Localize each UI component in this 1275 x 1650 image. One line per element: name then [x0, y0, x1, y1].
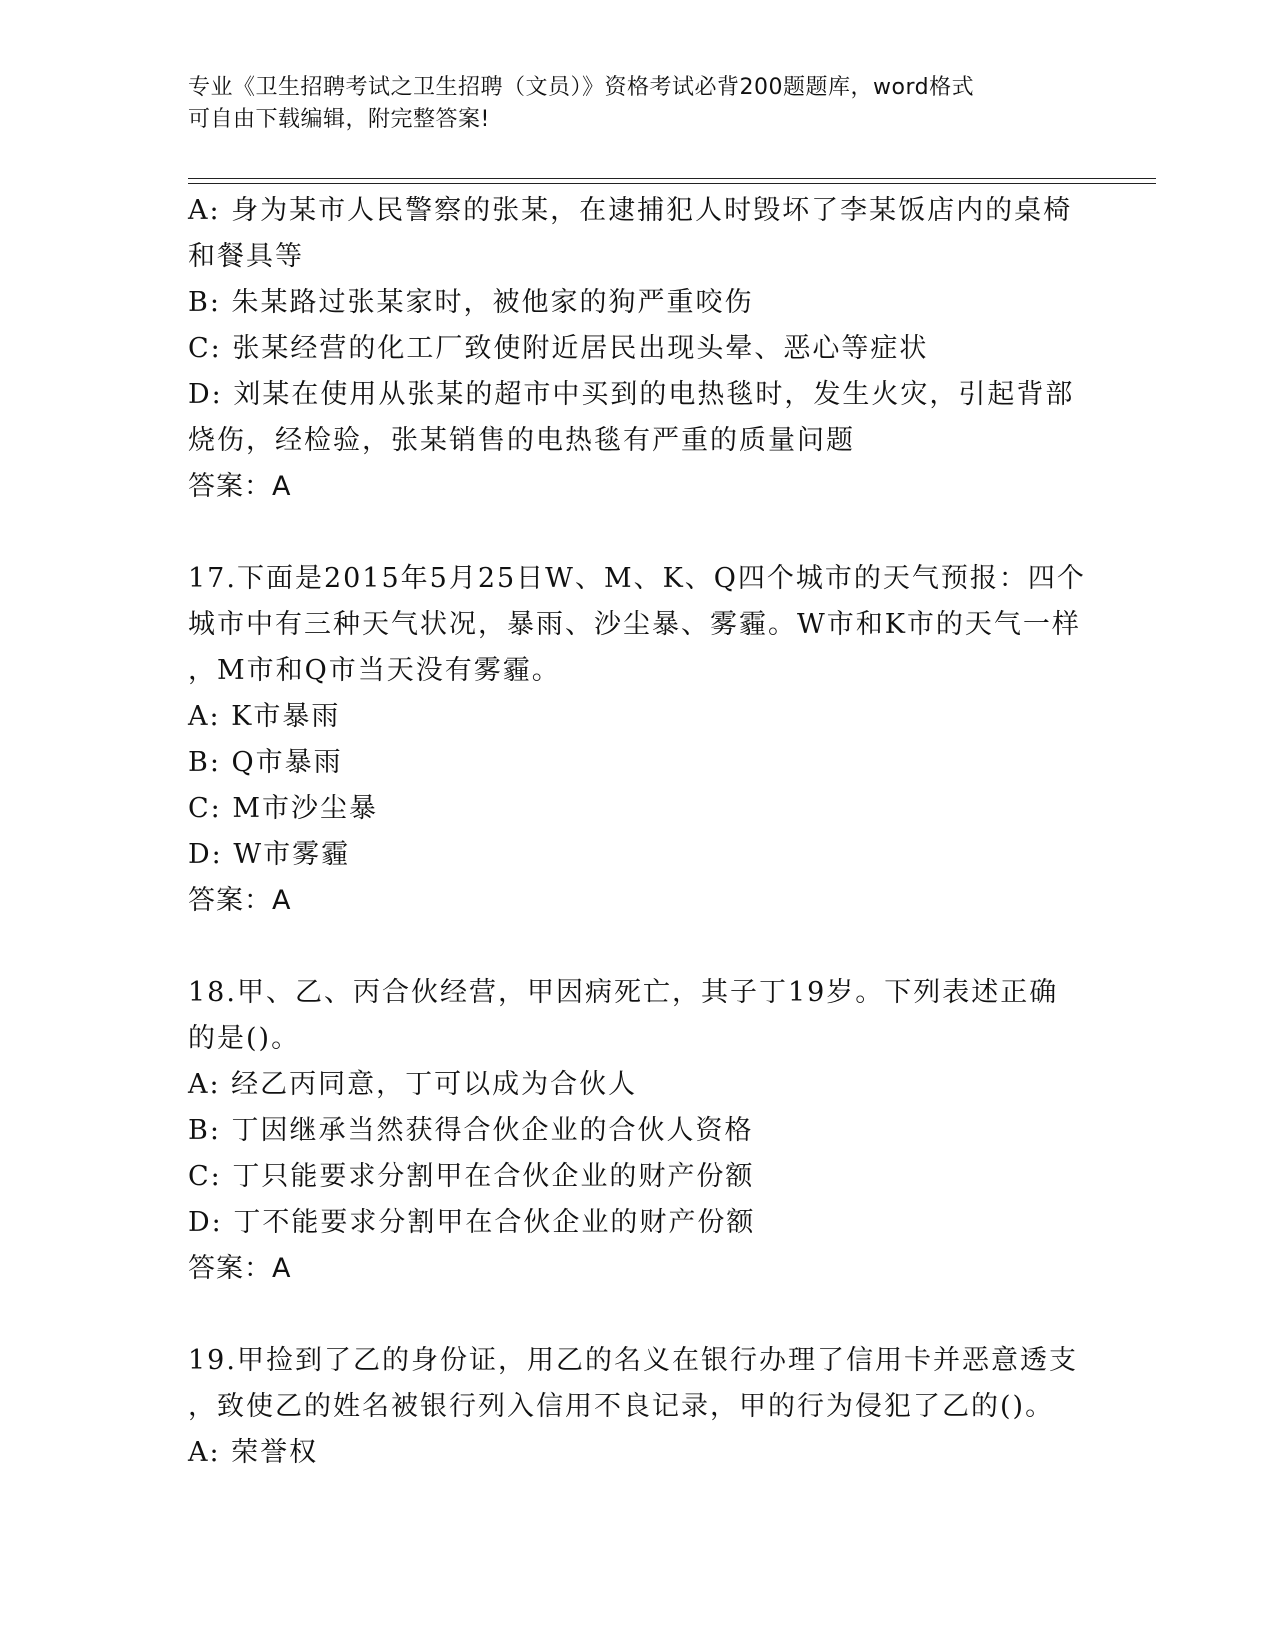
- option-a-line-1: A: 身为某市人民警察的张某，在逮捕犯人时毁坏了李某饭店内的桌椅: [188, 195, 1073, 226]
- question-stem-line-1: 19.甲捡到了乙的身份证，用乙的名义在银行办理了信用卡并恶意透支: [188, 1345, 1078, 1376]
- question-list: [188, 188, 1088, 1476]
- header-title-line-1: 专业《卫生招聘考试之卫生招聘（文员）》资格考试必背200题题库，word格式: [188, 75, 975, 100]
- option-d: D: 丁不能要求分割甲在合伙企业的财产份额: [188, 1207, 756, 1238]
- option-a: A: 经乙丙同意，丁可以成为合伙人: [188, 1069, 638, 1100]
- question-stem-line-2: 的是()。: [188, 1023, 301, 1054]
- question-19: [188, 1338, 1088, 1476]
- question-stem-line-3: ，M市和Q市当天没有雾霾。: [188, 655, 561, 686]
- question-stem-line-1: 18.甲、乙、丙合伙经营，甲因病死亡，其子丁19岁。下列表述正确: [188, 977, 1059, 1008]
- question-stem-line-1: 17.下面是2015年5月25日W、M、K、Q四个城市的天气预报：四个: [188, 563, 1086, 594]
- option-d: D: W市雾霾: [188, 839, 351, 870]
- question-stem-line-2: 城市中有三种天气状况，暴雨、沙尘暴、雾霾。W市和K市的天气一样: [188, 609, 1081, 640]
- header-divider-bottom: [188, 183, 1156, 184]
- option-c: C: M市沙尘暴: [188, 793, 378, 824]
- spacer: [188, 924, 1088, 970]
- option-b: B: Q市暴雨: [188, 747, 343, 778]
- option-b: B: 朱某路过张某家时，被他家的狗严重咬伤: [188, 287, 754, 318]
- option-a: A: K市暴雨: [188, 701, 341, 732]
- option-d-line-2: 烧伤，经检验，张某销售的电热毯有严重的质量问题: [188, 425, 855, 456]
- answer: 答案：A: [188, 1253, 292, 1284]
- question-stem-line-2: ，致使乙的姓名被银行列入信用不良记录，甲的行为侵犯了乙的()。: [188, 1391, 1055, 1422]
- answer: 答案：A: [188, 885, 292, 916]
- option-a: A: 荣誉权: [188, 1437, 319, 1468]
- option-b: B: 丁因继承当然获得合伙企业的合伙人资格: [188, 1115, 754, 1146]
- option-c: C: 丁只能要求分割甲在合伙企业的财产份额: [188, 1161, 755, 1192]
- spacer: [188, 510, 1088, 556]
- question-17: [188, 556, 1088, 924]
- spacer: [188, 1292, 1088, 1338]
- option-d-line-1: D: 刘某在使用从张某的超市中买到的电热毯时，发生火灾，引起背部: [188, 379, 1075, 410]
- document-header: [188, 72, 1088, 136]
- question-18: [188, 970, 1088, 1292]
- option-c: C: 张某经营的化工厂致使附近居民出现头晕、恶心等症状: [188, 333, 929, 364]
- question-16: [188, 188, 1088, 510]
- header-title-line-2: 可自由下载编辑，附完整答案!: [188, 107, 490, 132]
- option-a-line-2: 和餐具等: [188, 241, 304, 272]
- header-divider-top: [188, 178, 1156, 179]
- answer: 答案：A: [188, 471, 292, 502]
